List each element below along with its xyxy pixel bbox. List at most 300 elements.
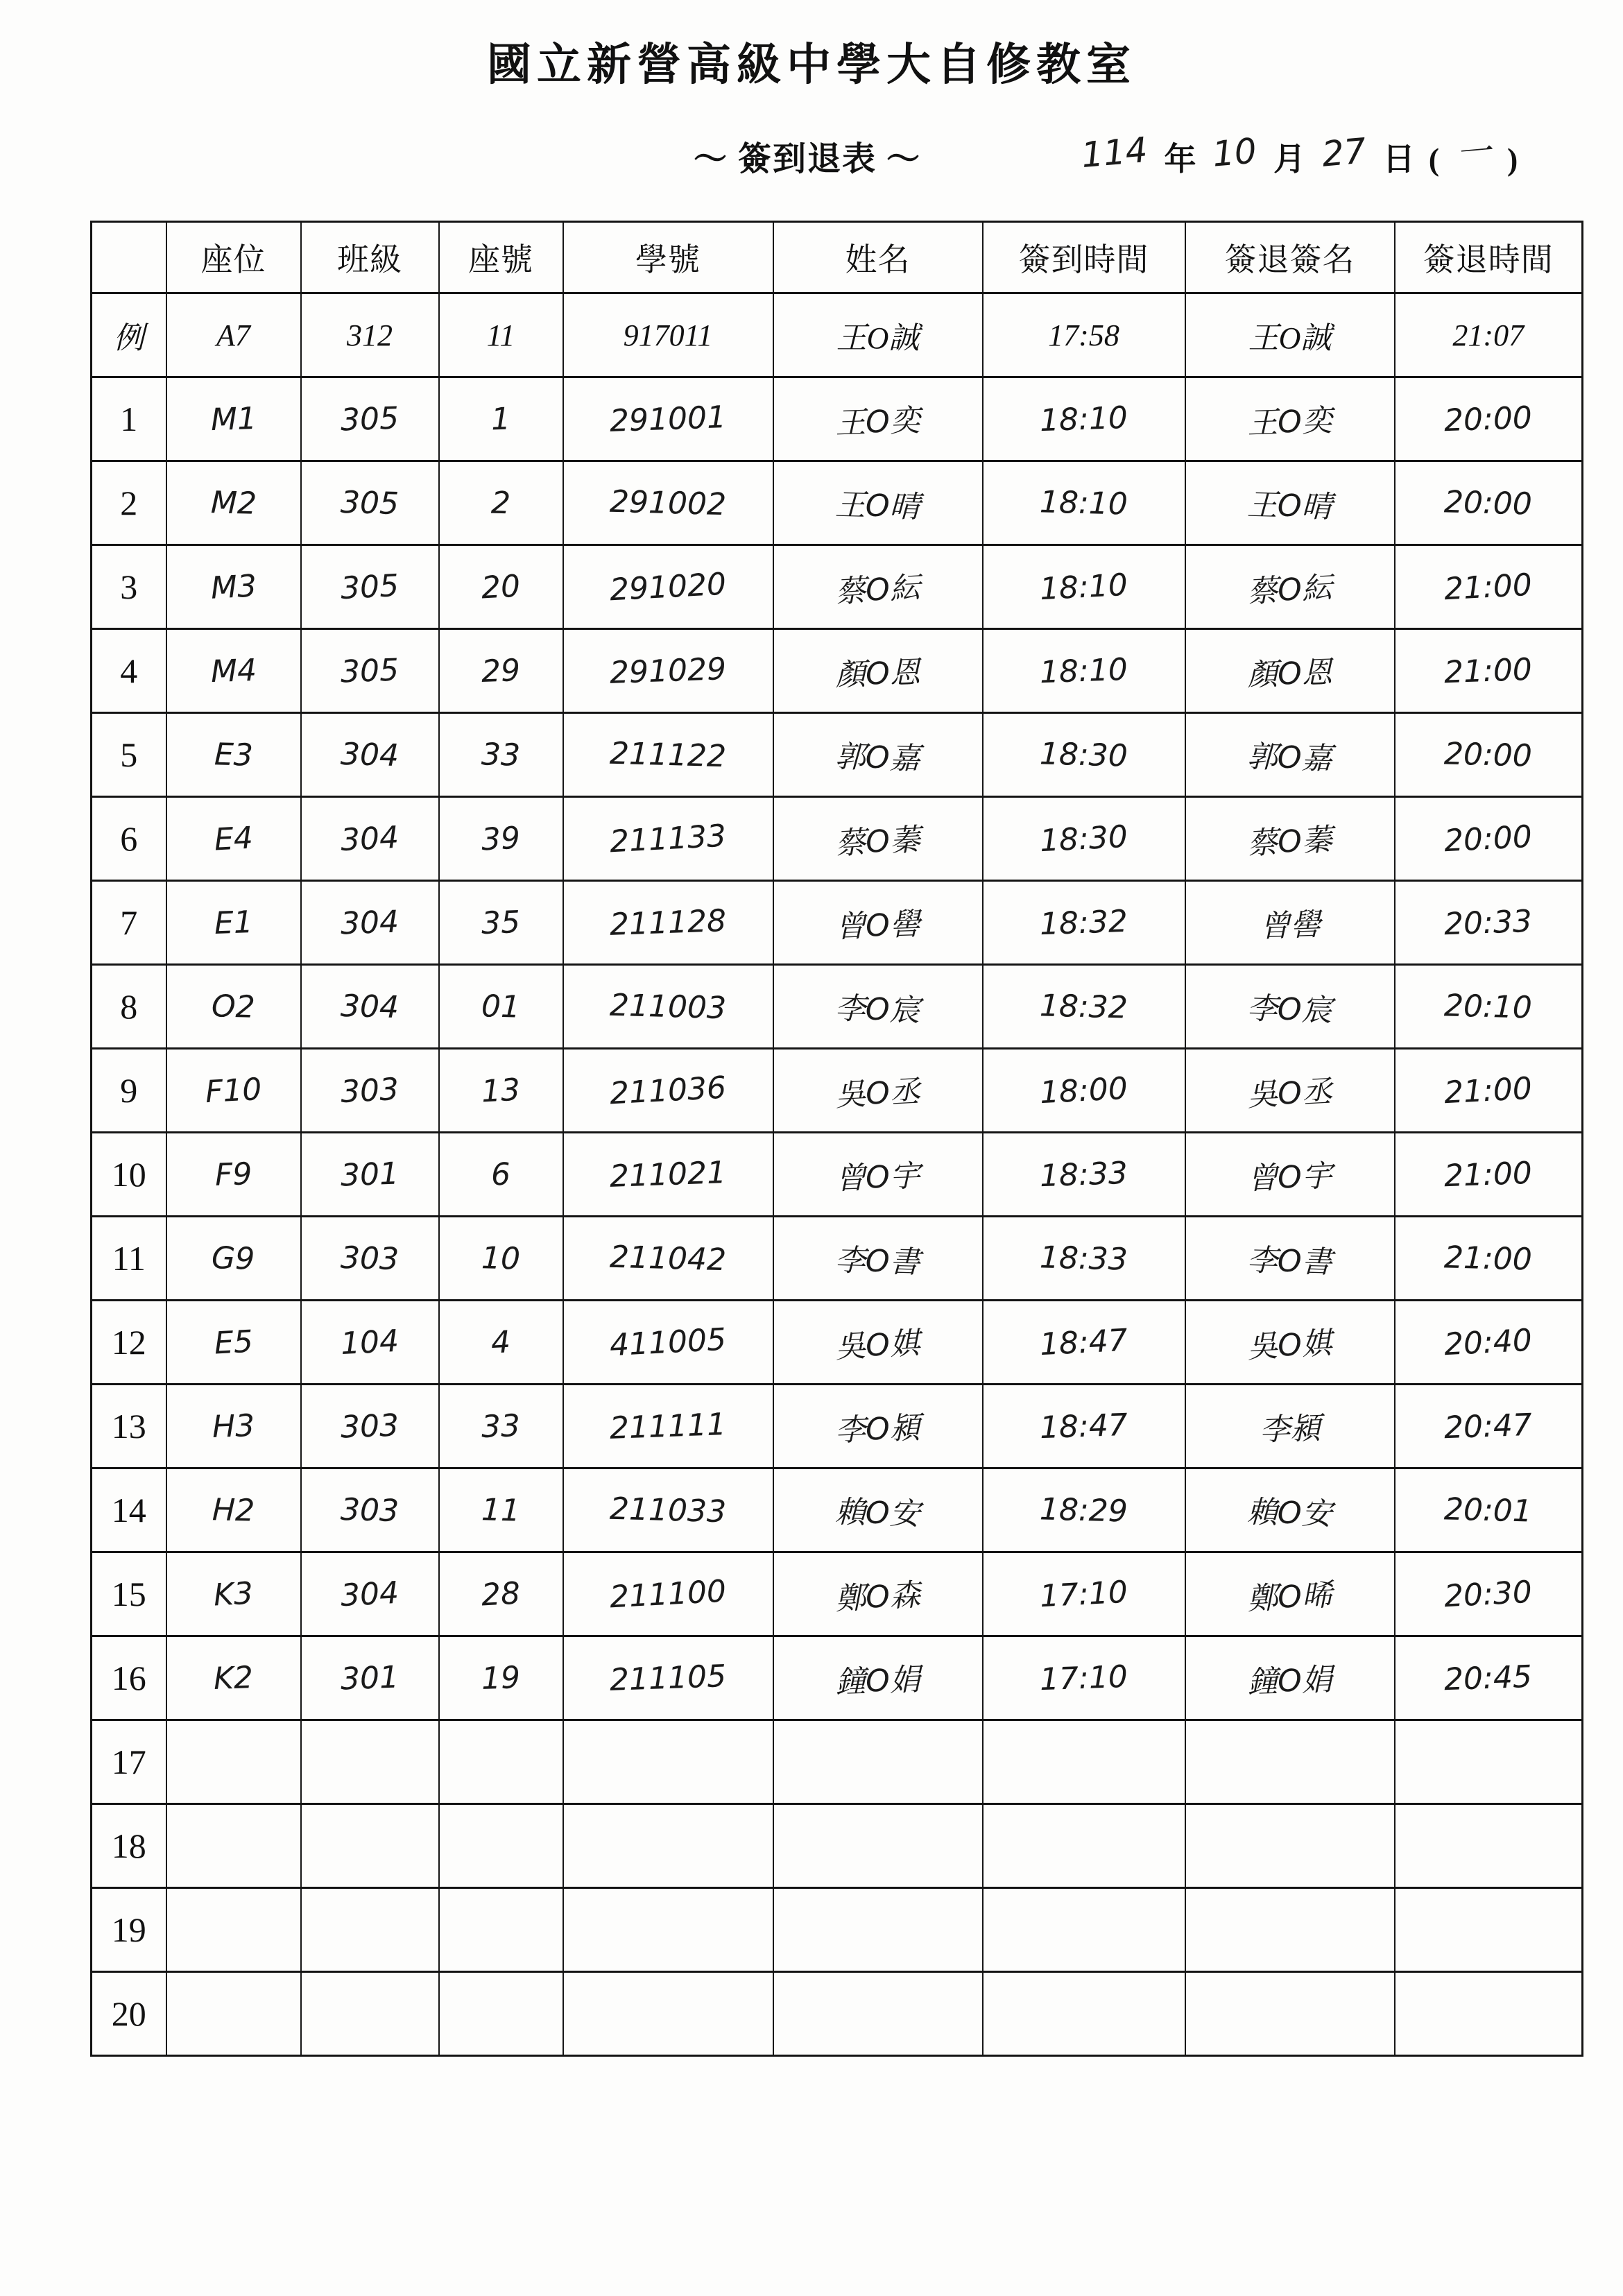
cell-student-id — [563, 1552, 773, 1636]
row-number: 4 — [120, 651, 138, 690]
cell-seat-no — [439, 881, 563, 965]
table-row — [92, 545, 1583, 629]
row-number: 16 — [111, 1659, 146, 1697]
cell-sign-in — [983, 965, 1185, 1049]
row-number: 6 — [120, 819, 138, 858]
table-header — [92, 222, 1583, 293]
header-student-id: 學號 — [563, 222, 773, 293]
handwritten-sign-in: 17:10 — [1038, 1574, 1129, 1614]
cell-sign-out — [1395, 1468, 1583, 1552]
cell-seat — [166, 1301, 301, 1385]
cell-sign-out-signature — [1185, 881, 1395, 965]
cell-seat-no — [439, 1049, 563, 1133]
handwritten-sign-out-signature: 蔡O紜 — [1246, 569, 1334, 610]
handwritten-student-id: 211128 — [609, 902, 727, 943]
cell-num — [92, 1636, 166, 1720]
row-number: 7 — [120, 903, 138, 942]
handwritten-seat: M3 — [209, 567, 257, 606]
example-name: 王O誠 — [773, 293, 983, 377]
handwritten-sign-in: 18:33 — [1039, 1155, 1128, 1194]
handwritten-student-id: 211111 — [609, 1406, 727, 1446]
handwritten-seat: M2 — [209, 484, 257, 522]
table-row — [92, 1468, 1583, 1552]
handwritten-seat: O2 — [211, 988, 256, 1025]
handwritten-class: 305 — [340, 652, 400, 689]
cell-name — [773, 1049, 983, 1133]
cell-name — [773, 881, 983, 965]
cell-seat — [166, 1552, 301, 1636]
cell-student-id — [563, 1217, 773, 1301]
handwritten-name: 郭O嘉 — [834, 739, 921, 777]
cell-sign-out-signature — [1185, 1804, 1395, 1888]
handwritten-seat: E4 — [213, 820, 254, 857]
cell-sign-out-signature — [1185, 1636, 1395, 1720]
cell-seat-no — [439, 797, 563, 881]
row-number: 12 — [111, 1323, 146, 1362]
cell-sign-out — [1395, 1133, 1583, 1217]
handwritten-sign-out: 20:01 — [1443, 1491, 1533, 1530]
handwritten-sign-in: 17:10 — [1039, 1659, 1128, 1697]
handwritten-seat: E1 — [213, 904, 254, 941]
cell-name — [773, 1385, 983, 1468]
cell-sign-out-signature — [1185, 545, 1395, 629]
cell-sign-out — [1395, 545, 1583, 629]
table-row — [92, 1552, 1583, 1636]
handwritten-class: 303 — [340, 1491, 400, 1529]
cell-sign-in — [983, 1804, 1185, 1888]
cell-student-id — [563, 1385, 773, 1468]
handwritten-student-id: 211003 — [609, 987, 727, 1026]
cell-student-id — [563, 713, 773, 797]
cell-class — [301, 1385, 439, 1468]
cell-name — [773, 797, 983, 881]
cell-sign-out-signature — [1185, 1217, 1395, 1301]
example-sign-out-signature: 王O誠 — [1185, 293, 1395, 377]
handwritten-sign-in: 18:10 — [1038, 567, 1129, 607]
example-row — [92, 293, 1583, 377]
handwritten-sign-out: 20:47 — [1443, 1407, 1534, 1446]
header-seat: 座位 — [166, 222, 301, 293]
example-label: 例 — [92, 293, 166, 377]
handwritten-seat-no: 13 — [480, 1072, 522, 1109]
cell-seat — [166, 1972, 301, 2056]
cell-seat — [166, 545, 301, 629]
handwritten-sign-out-signature: 李O書 — [1246, 1242, 1333, 1280]
cell-sign-out — [1395, 1636, 1583, 1720]
handwritten-name: 鐘O娟 — [834, 1661, 921, 1701]
handwritten-student-id: 211033 — [609, 1491, 727, 1530]
cell-name — [773, 1217, 983, 1301]
cell-sign-in — [983, 1636, 1185, 1720]
cell-sign-out — [1395, 1804, 1583, 1888]
cell-num — [92, 1217, 166, 1301]
cell-num — [92, 545, 166, 629]
handwritten-class: 305 — [340, 400, 400, 438]
cell-seat — [166, 1888, 301, 1972]
table-row — [92, 965, 1583, 1049]
cell-num — [92, 965, 166, 1049]
handwritten-name: 賴O安 — [834, 1494, 921, 1532]
cell-seat — [166, 1049, 301, 1133]
table-row — [92, 1133, 1583, 1217]
cell-num — [92, 1804, 166, 1888]
handwritten-class: 301 — [340, 1156, 400, 1193]
cell-sign-out-signature — [1185, 1133, 1395, 1217]
handwritten-name: 蔡O紜 — [834, 569, 922, 610]
handwritten-sign-out-signature: 顏O恩 — [1246, 654, 1333, 694]
handwritten-sign-in: 18:32 — [1039, 903, 1128, 942]
header-sign-in-time: 簽到時間 — [983, 222, 1185, 293]
cell-seat-no — [439, 1888, 563, 1972]
cell-num — [92, 1552, 166, 1636]
table-row — [92, 1804, 1583, 1888]
cell-student-id — [563, 1636, 773, 1720]
handwritten-sign-out: 21:00 — [1443, 567, 1534, 607]
handwritten-class: 304 — [339, 819, 400, 858]
cell-seat — [166, 797, 301, 881]
cell-name — [773, 1720, 983, 1804]
handwritten-name: 曾O嚳 — [834, 906, 921, 945]
handwritten-name: 鄭O森 — [834, 1577, 922, 1618]
handwritten-sign-in: 18:00 — [1038, 1070, 1129, 1111]
cell-name — [773, 1972, 983, 2056]
handwritten-sign-in: 18:10 — [1039, 483, 1128, 522]
handwritten-sign-in: 18:10 — [1039, 651, 1128, 690]
cell-sign-out-signature — [1185, 461, 1395, 545]
cell-sign-in — [983, 1888, 1185, 1972]
cell-sign-in — [983, 881, 1185, 965]
cell-seat — [166, 1636, 301, 1720]
cell-sign-out — [1395, 965, 1583, 1049]
handwritten-sign-in: 18:47 — [1038, 1322, 1129, 1362]
handwritten-student-id: 211042 — [609, 1239, 727, 1278]
handwritten-sign-out: 20:40 — [1443, 1322, 1534, 1362]
example-sign-out-time: 21:07 — [1395, 293, 1583, 377]
example-seat: A7 — [166, 293, 301, 377]
table-row — [92, 713, 1583, 797]
handwritten-seat-no: 01 — [481, 988, 521, 1025]
handwritten-class: 303 — [340, 1240, 400, 1277]
handwritten-sign-in: 18:10 — [1039, 400, 1128, 438]
cell-name — [773, 1552, 983, 1636]
cell-seat — [166, 1720, 301, 1804]
handwritten-sign-in: 18:30 — [1039, 735, 1128, 774]
cell-sign-out-signature — [1185, 1888, 1395, 1972]
table-row — [92, 461, 1583, 545]
cell-num — [92, 881, 166, 965]
cell-name — [773, 461, 983, 545]
cell-num — [92, 461, 166, 545]
cell-student-id — [563, 461, 773, 545]
handwritten-sign-out-signature: 蔡O蓁 — [1246, 821, 1334, 862]
row-number: 19 — [111, 1910, 146, 1949]
cell-seat-no — [439, 1217, 563, 1301]
cell-num — [92, 1133, 166, 1217]
cell-class — [301, 1636, 439, 1720]
cell-sign-in — [983, 713, 1185, 797]
handwritten-seat-no: 1 — [490, 401, 511, 437]
cell-seat-no — [439, 1133, 563, 1217]
date-paren-open: ( — [1428, 142, 1440, 177]
handwritten-name: 王O奕 — [834, 402, 921, 442]
table-row — [92, 377, 1583, 461]
cell-num — [92, 377, 166, 461]
cell-student-id — [563, 377, 773, 461]
handwritten-sign-out-signature: 曾O宇 — [1246, 1158, 1333, 1197]
handwritten-sign-out: 21:00 — [1443, 1239, 1533, 1278]
cell-num — [92, 1385, 166, 1468]
handwritten-seat: K3 — [212, 1575, 255, 1613]
cell-student-id — [563, 1720, 773, 1804]
cell-class — [301, 965, 439, 1049]
handwritten-class: 303 — [339, 1071, 400, 1110]
handwritten-name: 蔡O蓁 — [834, 821, 922, 862]
cell-sign-out-signature — [1185, 797, 1395, 881]
row-number: 14 — [111, 1491, 146, 1530]
cell-student-id — [563, 797, 773, 881]
row-number: 15 — [111, 1575, 146, 1613]
cell-seat-no — [439, 1804, 563, 1888]
date-year-label: 年 — [1164, 142, 1196, 177]
cell-sign-in — [983, 1217, 1185, 1301]
date-month-handwritten: 10 — [1211, 130, 1259, 175]
handwritten-seat-no: 19 — [481, 1659, 521, 1697]
cell-sign-out — [1395, 713, 1583, 797]
handwritten-sign-out-signature: 吳O丞 — [1246, 1073, 1334, 1114]
row-number: 8 — [120, 987, 138, 1026]
cell-seat-no — [439, 629, 563, 713]
cell-sign-out-signature — [1185, 1972, 1395, 2056]
cell-student-id — [563, 881, 773, 965]
cell-class — [301, 1720, 439, 1804]
cell-seat-no — [439, 1636, 563, 1720]
row-number: 11 — [112, 1239, 146, 1278]
cell-sign-out — [1395, 461, 1583, 545]
cell-class — [301, 1217, 439, 1301]
table-row — [92, 1636, 1583, 1720]
cell-student-id — [563, 1468, 773, 1552]
cell-seat-no — [439, 1552, 563, 1636]
cell-sign-out-signature — [1185, 377, 1395, 461]
handwritten-sign-out-signature: 鄭O晞 — [1246, 1577, 1334, 1618]
cell-num — [92, 1720, 166, 1804]
signin-table — [90, 221, 1583, 2057]
cell-seat — [166, 1468, 301, 1552]
cell-seat — [166, 965, 301, 1049]
handwritten-student-id: 211122 — [609, 735, 727, 774]
handwritten-seat-no: 6 — [490, 1156, 511, 1192]
cell-student-id — [563, 1804, 773, 1888]
handwritten-seat-no: 29 — [481, 652, 521, 689]
cell-seat — [166, 1133, 301, 1217]
handwritten-seat: E3 — [213, 736, 254, 773]
table-row — [92, 1720, 1583, 1804]
handwritten-sign-out: 20:10 — [1443, 987, 1533, 1026]
handwritten-sign-out-signature: 郭O嘉 — [1246, 739, 1333, 777]
header-class: 班級 — [301, 222, 439, 293]
cell-sign-in — [983, 1133, 1185, 1217]
handwritten-seat-no: 20 — [480, 568, 522, 606]
row-number: 5 — [120, 735, 138, 774]
cell-class — [301, 545, 439, 629]
handwritten-sign-out-signature: 王O晴 — [1246, 487, 1333, 525]
cell-num — [92, 797, 166, 881]
handwritten-seat-no: 39 — [480, 820, 522, 857]
cell-sign-out-signature — [1185, 1049, 1395, 1133]
handwritten-student-id: 211036 — [608, 1070, 728, 1111]
cell-num — [92, 1972, 166, 2056]
cell-name — [773, 965, 983, 1049]
row-number: 9 — [120, 1071, 138, 1110]
cell-name — [773, 1636, 983, 1720]
cell-sign-out-signature — [1185, 1468, 1395, 1552]
cell-sign-out-signature — [1185, 1385, 1395, 1468]
handwritten-seat: K2 — [213, 1659, 254, 1697]
cell-num — [92, 1888, 166, 1972]
row-number: 20 — [111, 1994, 146, 2033]
row-number: 13 — [111, 1407, 146, 1446]
cell-sign-in — [983, 1385, 1185, 1468]
cell-student-id — [563, 1972, 773, 2056]
handwritten-sign-out: 20:00 — [1443, 819, 1534, 859]
cell-sign-out — [1395, 1552, 1583, 1636]
cell-sign-in — [983, 1972, 1185, 2056]
handwritten-sign-out-signature: 曾嚳 — [1258, 907, 1321, 945]
table-row — [92, 1888, 1583, 1972]
handwritten-name: 吳O娸 — [834, 1325, 922, 1366]
header-blank — [92, 222, 166, 293]
cell-sign-in — [983, 545, 1185, 629]
handwritten-sign-in: 18:32 — [1039, 987, 1128, 1026]
table-row — [92, 629, 1583, 713]
cell-seat-no — [439, 1468, 563, 1552]
cell-seat — [166, 881, 301, 965]
cell-seat-no — [439, 1720, 563, 1804]
table-row — [92, 1385, 1583, 1468]
example-class: 312 — [301, 293, 439, 377]
cell-sign-out — [1395, 1972, 1583, 2056]
table-row — [92, 881, 1583, 965]
handwritten-seat: F10 — [204, 1071, 263, 1110]
cell-seat — [166, 1385, 301, 1468]
cell-student-id — [563, 629, 773, 713]
cell-sign-in — [983, 461, 1185, 545]
cell-sign-in — [983, 1049, 1185, 1133]
cell-seat-no — [439, 545, 563, 629]
cell-seat-no — [439, 965, 563, 1049]
cell-sign-out — [1395, 629, 1583, 713]
cell-sign-out — [1395, 1301, 1583, 1385]
row-number: 3 — [120, 567, 138, 606]
handwritten-name: 王O晴 — [834, 487, 921, 525]
cell-sign-out — [1395, 881, 1583, 965]
handwritten-seat: H3 — [212, 1407, 255, 1445]
handwritten-class: 303 — [340, 1407, 400, 1445]
cell-sign-out — [1395, 1049, 1583, 1133]
table-row — [92, 797, 1583, 881]
cell-sign-out-signature — [1185, 965, 1395, 1049]
handwritten-name: 李O書 — [834, 1242, 921, 1280]
cell-seat-no — [439, 377, 563, 461]
cell-sign-out-signature — [1185, 1720, 1395, 1804]
handwritten-name: 吳O丞 — [834, 1073, 922, 1114]
handwritten-sign-out: 20:00 — [1443, 735, 1533, 774]
cell-num — [92, 713, 166, 797]
handwritten-sign-out: 20:45 — [1443, 1659, 1534, 1697]
row-number: 17 — [111, 1742, 146, 1781]
handwritten-name: 李O潁 — [834, 1410, 921, 1449]
cell-seat-no — [439, 713, 563, 797]
date-day-handwritten: 27 — [1320, 130, 1368, 175]
cell-name — [773, 545, 983, 629]
cell-sign-out — [1395, 1217, 1583, 1301]
handwritten-student-id: 291020 — [608, 566, 728, 608]
cell-sign-out-signature — [1185, 629, 1395, 713]
cell-num — [92, 1468, 166, 1552]
table-row — [92, 1217, 1583, 1301]
cell-seat — [166, 629, 301, 713]
cell-name — [773, 1133, 983, 1217]
handwritten-student-id: 291001 — [609, 399, 727, 439]
handwritten-sign-in: 18:33 — [1039, 1239, 1128, 1278]
handwritten-class: 305 — [340, 484, 400, 522]
handwritten-name: 顏O恩 — [834, 654, 921, 694]
cell-sign-in — [983, 1468, 1185, 1552]
handwritten-sign-out: 21:00 — [1443, 1155, 1534, 1194]
handwritten-student-id: 291002 — [609, 483, 727, 522]
cell-class — [301, 1468, 439, 1552]
cell-sign-out-signature — [1185, 1301, 1395, 1385]
row-number: 2 — [120, 483, 138, 522]
handwritten-seat-no: 33 — [481, 1407, 521, 1445]
handwritten-class: 304 — [340, 904, 400, 941]
cell-class — [301, 629, 439, 713]
handwritten-sign-out-signature: 賴O安 — [1246, 1494, 1333, 1532]
handwritten-student-id: 211133 — [608, 818, 728, 859]
table-row — [92, 1972, 1583, 2056]
handwritten-class: 305 — [339, 567, 400, 606]
cell-student-id — [563, 1888, 773, 1972]
handwritten-class: 104 — [339, 1323, 400, 1362]
handwritten-class: 304 — [339, 1575, 400, 1613]
handwritten-name: 李O宸 — [834, 991, 921, 1029]
row-number: 1 — [120, 400, 138, 438]
cell-sign-out — [1395, 377, 1583, 461]
cell-class — [301, 713, 439, 797]
handwritten-seat: F9 — [214, 1156, 253, 1193]
cell-sign-out-signature — [1185, 1552, 1395, 1636]
cell-class — [301, 461, 439, 545]
cell-name — [773, 1468, 983, 1552]
cell-seat-no — [439, 1301, 563, 1385]
handwritten-seat-no: 11 — [481, 1491, 521, 1529]
table-row — [92, 1049, 1583, 1133]
handwritten-seat: M1 — [209, 400, 257, 438]
handwritten-seat-no: 2 — [490, 485, 511, 521]
handwritten-class: 304 — [340, 988, 400, 1025]
cell-sign-in — [983, 377, 1185, 461]
handwritten-class: 304 — [340, 736, 400, 773]
cell-class — [301, 1301, 439, 1385]
date-month-label: 月 — [1273, 142, 1306, 177]
handwritten-sign-out: 21:00 — [1443, 1070, 1534, 1111]
handwritten-seat: E5 — [213, 1323, 254, 1361]
cell-student-id — [563, 1049, 773, 1133]
handwritten-sign-out: 20:30 — [1443, 1574, 1534, 1614]
handwritten-sign-in: 18:30 — [1038, 819, 1129, 859]
cell-sign-in — [983, 1552, 1185, 1636]
cell-seat — [166, 377, 301, 461]
